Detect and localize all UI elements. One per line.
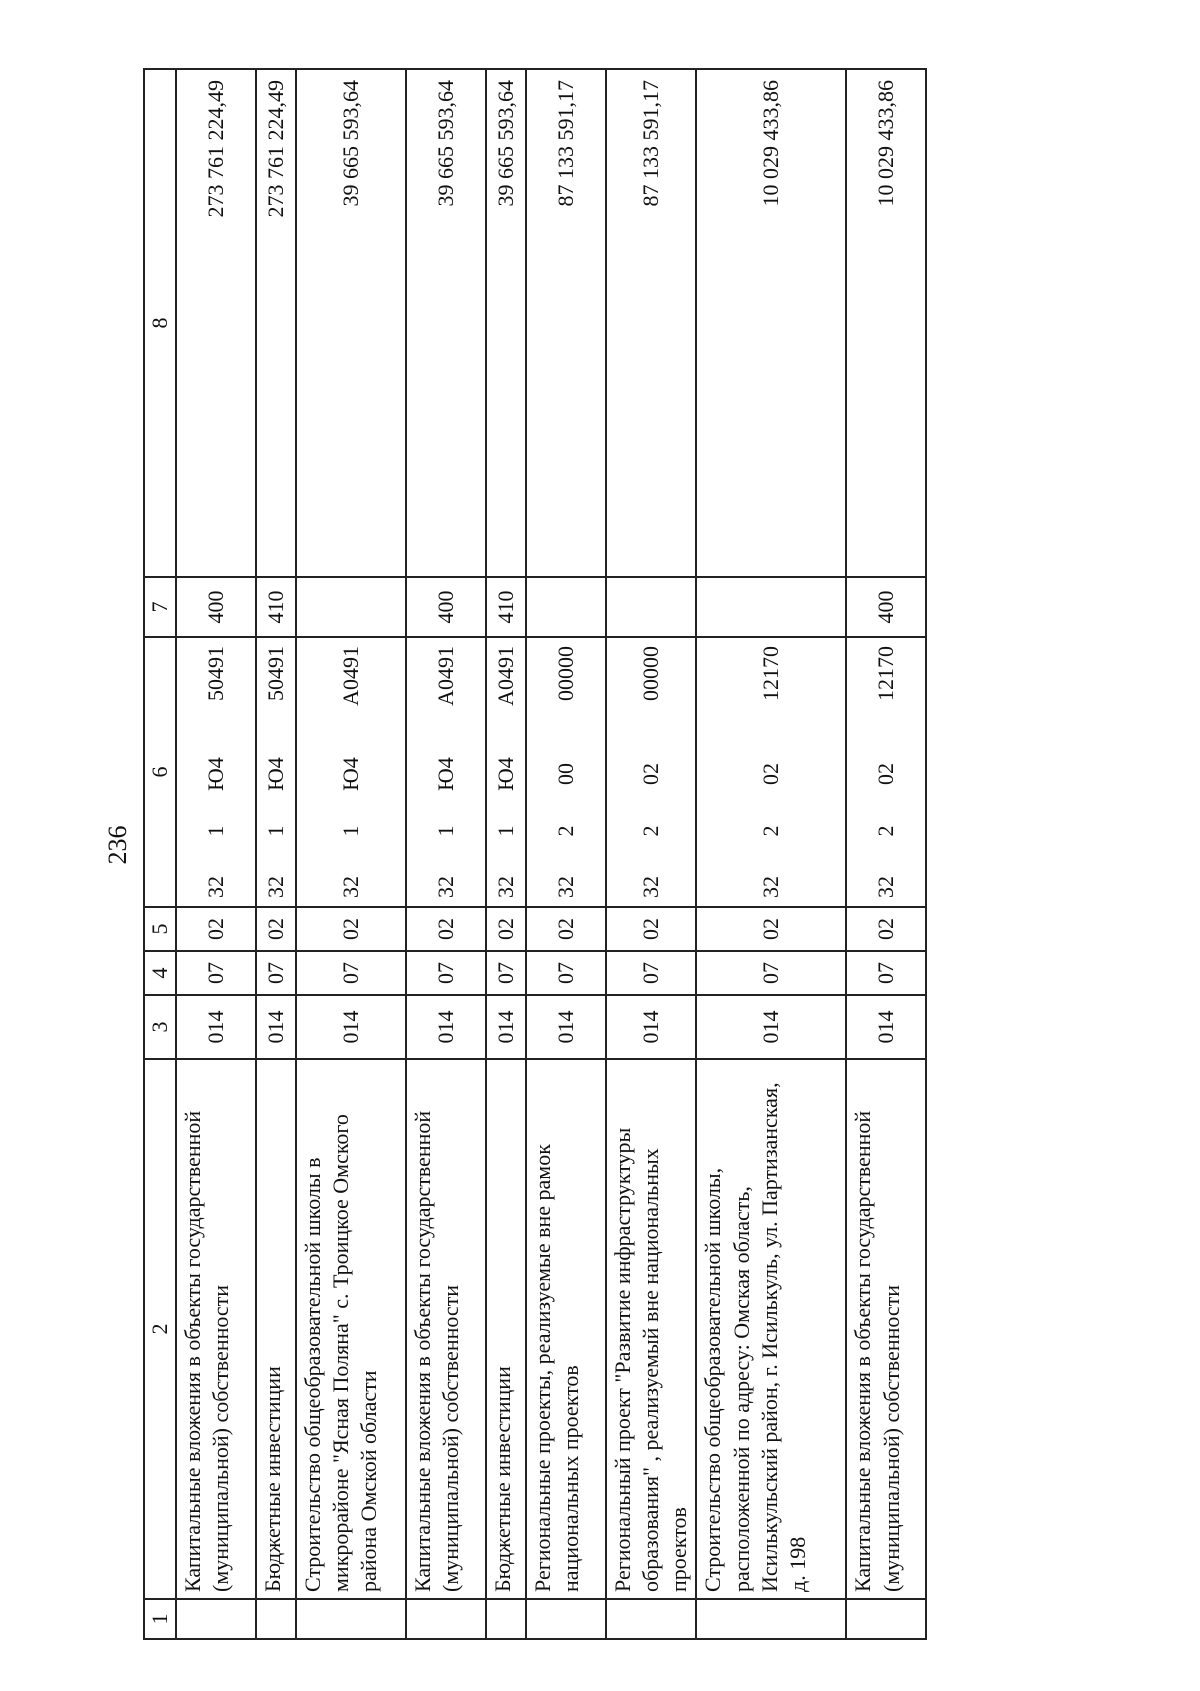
row-amount: 39 665 593,64: [486, 69, 526, 577]
row-subsection-code: 02: [696, 907, 846, 951]
header-col-3: 3: [144, 995, 176, 1059]
row-section-code: 07: [406, 951, 486, 995]
row-amount: 87 133 591,17: [606, 69, 696, 577]
target-code-part-1: 32: [432, 876, 458, 898]
header-col-4: 4: [144, 951, 176, 995]
target-code-part-3: Ю4: [492, 757, 518, 791]
target-code-part-4: 50491: [202, 646, 228, 701]
row-index-cell: [696, 1599, 846, 1639]
row-expense-type: [606, 577, 696, 637]
row-expense-type: 400: [846, 577, 926, 637]
table-row: [696, 69, 846, 1639]
target-code-part-1: 32: [552, 876, 578, 898]
row-index-cell: [256, 1599, 296, 1639]
table-row: [606, 69, 696, 1639]
row-target-code: [296, 637, 406, 907]
target-code-part-1: 32: [638, 876, 664, 898]
row-subsection-code: 02: [526, 907, 606, 951]
target-code-part-2: 1: [492, 825, 518, 837]
row-target-code: [176, 637, 256, 907]
row-target-code: [406, 637, 486, 907]
row-amount: 39 665 593,64: [406, 69, 486, 577]
row-section-code: 07: [526, 951, 606, 995]
budget-table: [143, 68, 927, 1640]
target-code-part-3: Ю4: [432, 757, 458, 791]
row-subsection-code: 02: [486, 907, 526, 951]
row-section-code: 07: [256, 951, 296, 995]
target-code-part-1: 32: [492, 876, 518, 898]
target-code-part-2: 2: [758, 825, 784, 837]
row-subsection-code: 02: [296, 907, 406, 951]
row-expense-type: 400: [176, 577, 256, 637]
row-ministry-code: 014: [846, 995, 926, 1059]
target-code-part-2: 1: [202, 825, 228, 837]
header-col-6: 6: [144, 637, 176, 907]
table-row: [406, 69, 486, 1639]
header-col-7: 7: [144, 577, 176, 637]
row-expense-type: [296, 577, 406, 637]
target-code-part-2: 1: [337, 825, 363, 837]
page-number: 236: [103, 825, 132, 865]
row-description: Капитальные вложения в объекты государственной (муниципальной) собственности: [406, 1059, 486, 1599]
budget-table-container: [143, 70, 904, 1640]
budget-table-rotated: [143, 70, 904, 1640]
row-subsection-code: 02: [256, 907, 296, 951]
header-col-1: 1: [144, 1599, 176, 1639]
row-index-cell: [846, 1599, 926, 1639]
header-row: [144, 69, 176, 1639]
row-ministry-code: 014: [486, 995, 526, 1059]
row-section-code: 07: [296, 951, 406, 995]
target-code-part-1: 32: [262, 876, 288, 898]
row-index-cell: [406, 1599, 486, 1639]
target-code-part-3: Ю4: [262, 757, 288, 791]
row-subsection-code: 02: [846, 907, 926, 951]
target-code-part-3: 02: [638, 763, 664, 785]
target-code-part-2: 2: [552, 825, 578, 837]
row-section-code: 07: [176, 951, 256, 995]
table-row: [296, 69, 406, 1639]
header-col-2: 2: [144, 1059, 176, 1599]
target-code-part-1: 32: [873, 876, 899, 898]
row-amount: 273 761 224,49: [256, 69, 296, 577]
row-description: Региональный проект "Развитие инфраструктуры образования" , реализуемый вне национальных проектов: [606, 1059, 696, 1599]
target-code-part-4: А0491: [432, 646, 458, 706]
target-code-part-2: 1: [262, 825, 288, 837]
row-ministry-code: 014: [176, 995, 256, 1059]
table-row: [176, 69, 256, 1639]
row-subsection-code: 02: [176, 907, 256, 951]
target-code-part-2: 2: [638, 825, 664, 837]
row-amount: 273 761 224,49: [176, 69, 256, 577]
row-amount: 10 029 433,86: [846, 69, 926, 577]
row-description: Строительство общеобразовательной школы в микрорайоне "Ясная Поляна" с. Троицкое Омского района Омской области: [296, 1059, 406, 1599]
row-index-cell: [296, 1599, 406, 1639]
row-index-cell: [526, 1599, 606, 1639]
target-code-part-4: 50491: [262, 646, 288, 701]
target-code-part-3: 02: [873, 763, 899, 785]
header-col-8: 8: [144, 69, 176, 577]
target-code-part-4: 00000: [638, 646, 664, 701]
row-ministry-code: 014: [406, 995, 486, 1059]
row-ministry-code: 014: [696, 995, 846, 1059]
target-code-part-3: Ю4: [337, 757, 363, 791]
row-subsection-code: 02: [606, 907, 696, 951]
target-code-part-1: 32: [337, 876, 363, 898]
target-code-part-1: 32: [758, 876, 784, 898]
target-code-part-2: 2: [873, 825, 899, 837]
row-amount: 87 133 591,17: [526, 69, 606, 577]
target-code-part-4: 12170: [758, 646, 784, 701]
row-section-code: 07: [486, 951, 526, 995]
target-code-part-4: 12170: [873, 646, 899, 701]
table-row: [256, 69, 296, 1639]
row-index-cell: [486, 1599, 526, 1639]
row-target-code: [696, 637, 846, 907]
row-target-code: [486, 637, 526, 907]
table-row: [486, 69, 526, 1639]
row-section-code: 07: [846, 951, 926, 995]
target-code-part-3: Ю4: [202, 757, 228, 791]
row-expense-type: [696, 577, 846, 637]
table-row: [526, 69, 606, 1639]
row-ministry-code: 014: [296, 995, 406, 1059]
target-code-part-4: А0491: [337, 646, 363, 706]
row-subsection-code: 02: [406, 907, 486, 951]
row-expense-type: 400: [406, 577, 486, 637]
row-ministry-code: 014: [526, 995, 606, 1059]
row-description: Капитальные вложения в объекты государственной (муниципальной) собственности: [176, 1059, 256, 1599]
row-index-cell: [176, 1599, 256, 1639]
row-target-code: [846, 637, 926, 907]
row-description: Бюджетные инвестиции: [256, 1059, 296, 1599]
row-amount: 39 665 593,64: [296, 69, 406, 577]
target-code-part-4: 00000: [552, 646, 578, 701]
row-description: Бюджетные инвестиции: [486, 1059, 526, 1599]
header-col-5: 5: [144, 907, 176, 951]
table-row: [846, 69, 926, 1639]
row-amount: 10 029 433,86: [696, 69, 846, 577]
target-code-part-4: А0491: [492, 646, 518, 706]
row-target-code: [526, 637, 606, 907]
row-ministry-code: 014: [256, 995, 296, 1059]
row-ministry-code: 014: [606, 995, 696, 1059]
row-index-cell: [606, 1599, 696, 1639]
row-description: Региональные проекты, реализуемые вне рамок национальных проектов: [526, 1059, 606, 1599]
target-code-part-1: 32: [202, 876, 228, 898]
row-expense-type: [526, 577, 606, 637]
target-code-part-3: 02: [758, 763, 784, 785]
row-section-code: 07: [696, 951, 846, 995]
target-code-part-3: 00: [552, 763, 578, 785]
row-target-code: [256, 637, 296, 907]
row-expense-type: 410: [486, 577, 526, 637]
row-description: Строительство общеобразовательной школы, расположенной по адресу: Омская область, Исилькульский район, г. Исилькуль, ул. Партизанская, д. 198: [696, 1059, 846, 1599]
row-section-code: 07: [606, 951, 696, 995]
row-target-code: [606, 637, 696, 907]
target-code-part-2: 1: [432, 825, 458, 837]
row-expense-type: 410: [256, 577, 296, 637]
row-description: Капитальные вложения в объекты государственной (муниципальной) собственности: [846, 1059, 926, 1599]
